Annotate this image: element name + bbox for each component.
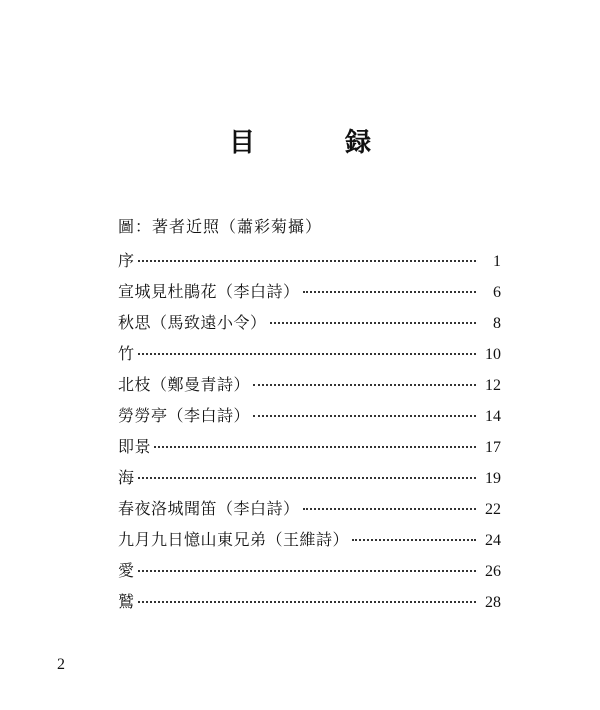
toc-entry: [118, 527, 501, 558]
toc-entry: [118, 558, 501, 589]
toc-entry-title: 愛: [118, 561, 135, 580]
toc-entry-page: 19: [485, 470, 501, 487]
toc-entry: [118, 372, 501, 403]
toc-entry-title: 鷲: [118, 592, 135, 611]
toc-entry-page: 6: [493, 284, 501, 301]
toc-entry-title: 竹: [118, 344, 135, 363]
dot-leader: [138, 353, 476, 355]
dot-leader: [303, 508, 476, 510]
toc-entry-page: 17: [485, 439, 501, 456]
toc-entry-page: 8: [493, 315, 501, 332]
toc-entry: [118, 434, 501, 465]
toc-entry-title: 海: [118, 468, 135, 487]
photo-credit: 圖：著者近照（蕭彩菊攝）: [118, 217, 323, 236]
toc-entry-title: 北枝（鄭曼青詩）: [118, 375, 251, 394]
table-of-contents: [118, 248, 501, 620]
toc-entry-page: 10: [485, 346, 501, 363]
toc-entry: [118, 465, 501, 496]
toc-entry: [118, 403, 501, 434]
toc-entry-title: 即景: [118, 437, 152, 456]
page-title: 目 録: [228, 128, 403, 158]
dot-leader: [352, 539, 476, 541]
page-number: 2: [57, 656, 65, 673]
toc-entry-title: 春夜洛城聞笛（李白詩）: [118, 499, 300, 518]
toc-entry-title: 九月九日憶山東兄弟（王維詩）: [118, 530, 350, 549]
toc-entry-title: 宣城見杜鵑花（李白詩）: [118, 282, 300, 301]
toc-entry-title: 序: [118, 251, 135, 270]
dot-leader: [253, 384, 476, 386]
toc-entry-page: 1: [493, 253, 501, 270]
dot-leader: [270, 322, 476, 324]
dot-leader: [138, 601, 476, 603]
dot-leader: [138, 477, 476, 479]
dot-leader: [253, 415, 476, 417]
toc-entry: [118, 496, 501, 527]
dot-leader: [154, 446, 476, 448]
dot-leader: [138, 260, 476, 262]
toc-entry: [118, 310, 501, 341]
toc-entry-title: 秋思（馬致遠小令）: [118, 313, 267, 332]
toc-entry-page: 22: [485, 501, 501, 518]
toc-entry-page: 26: [485, 563, 501, 580]
toc-entry: [118, 248, 501, 279]
toc-entry-page: 24: [485, 532, 501, 549]
toc-entry: [118, 341, 501, 372]
toc-entry-page: 28: [485, 594, 501, 611]
dot-leader: [138, 570, 476, 572]
toc-entry-page: 12: [485, 377, 501, 394]
toc-entry: [118, 279, 501, 310]
toc-entry: [118, 589, 501, 620]
toc-entry-page: 14: [485, 408, 501, 425]
dot-leader: [303, 291, 476, 293]
toc-entry-title: 勞勞亭（李白詩）: [118, 406, 251, 425]
